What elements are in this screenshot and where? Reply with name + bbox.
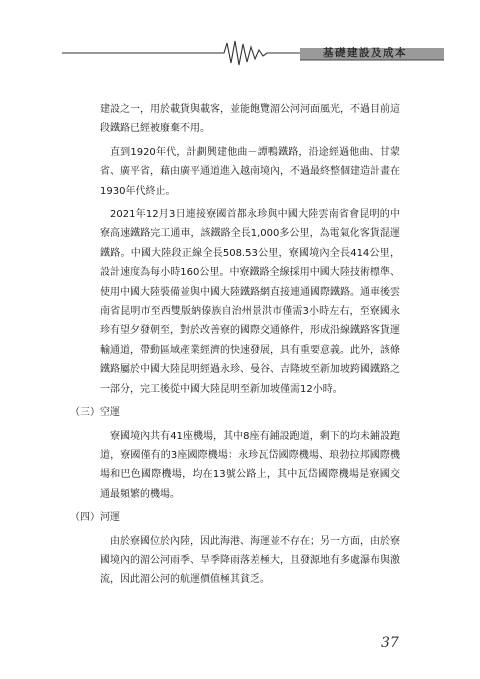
page-header xyxy=(0,38,480,68)
header-title: 基礎建設及成本 xyxy=(323,47,407,59)
section-heading-air-transport: （三）空運 xyxy=(70,407,120,419)
page-number: 37 xyxy=(381,635,399,651)
paragraph-china-laos-railway: 2021年12月3日連接寮國首都永珍與中國大陸雲南省會昆明的中寮高速鐵路完工通車，該鐵路全長1,000多公里，為電氣化客貨混運鐵路。中國大陸段正線全長508.53公里，寮國境內全長414公里，設計速度為每小時160公里。中寮鐵路全線採用中國大陸技術標準、使用中國大陸裝備並與中國大陸鐵路網直接連通國際鐵路。通車後雲南省昆明市至西雙版納傣族自治州景洪市僅需3小時左右，至寮國永珍有望夕發朝至，對於改善寮的國際交通條件，形成沿線鐵路客貨運輸通道，帶動區域產業經濟的快速發展，具有重要意義。此外，該條鐵路屬於中國大陸昆明經過永珍、曼谷、吉隆坡至新加坡跨國鐵路之一部分，完工後從中國大陸昆明至新加坡僅需12小時。 xyxy=(100,209,400,395)
paragraph-river-transport: 由於寮國位於內陸，因此海港、海運並不存在；另一方面，由於寮國境內的湄公河雨季、旱季降雨落差極大，且發源地有多處瀑布與激流，因此湄公河的航運價值極其貧乏。 xyxy=(100,535,400,586)
main-content xyxy=(70,100,400,594)
paragraph-airports: 寮國境內共有41座機場，其中8座有鋪設跑道，剩下的均未鋪設跑道，寮國僅有的3座國際機場：永珍瓦岱國際機場、琅勃拉邦國際機場和巴色國際機場，均在13號公路上，其中瓦岱國際機場是寮國交通最頻繁的機場。 xyxy=(100,430,400,500)
paragraph-railway-continued: 建設之一，用於載貨與載客，並能飽覽湄公河河面風光，不過目前這段鐵路已經被廢棄不用。 xyxy=(100,104,400,135)
section-heading-river-transport: （四）河運 xyxy=(70,512,120,524)
paragraph-railway-1920s: 直到1920年代，計劃興建他曲－譚鴨鐵路，沿途經過他曲、甘蒙省、廣平省，藉由廣平通道進入越南境內，不過最終整個建造計畫在1930年代終止。 xyxy=(100,146,400,197)
